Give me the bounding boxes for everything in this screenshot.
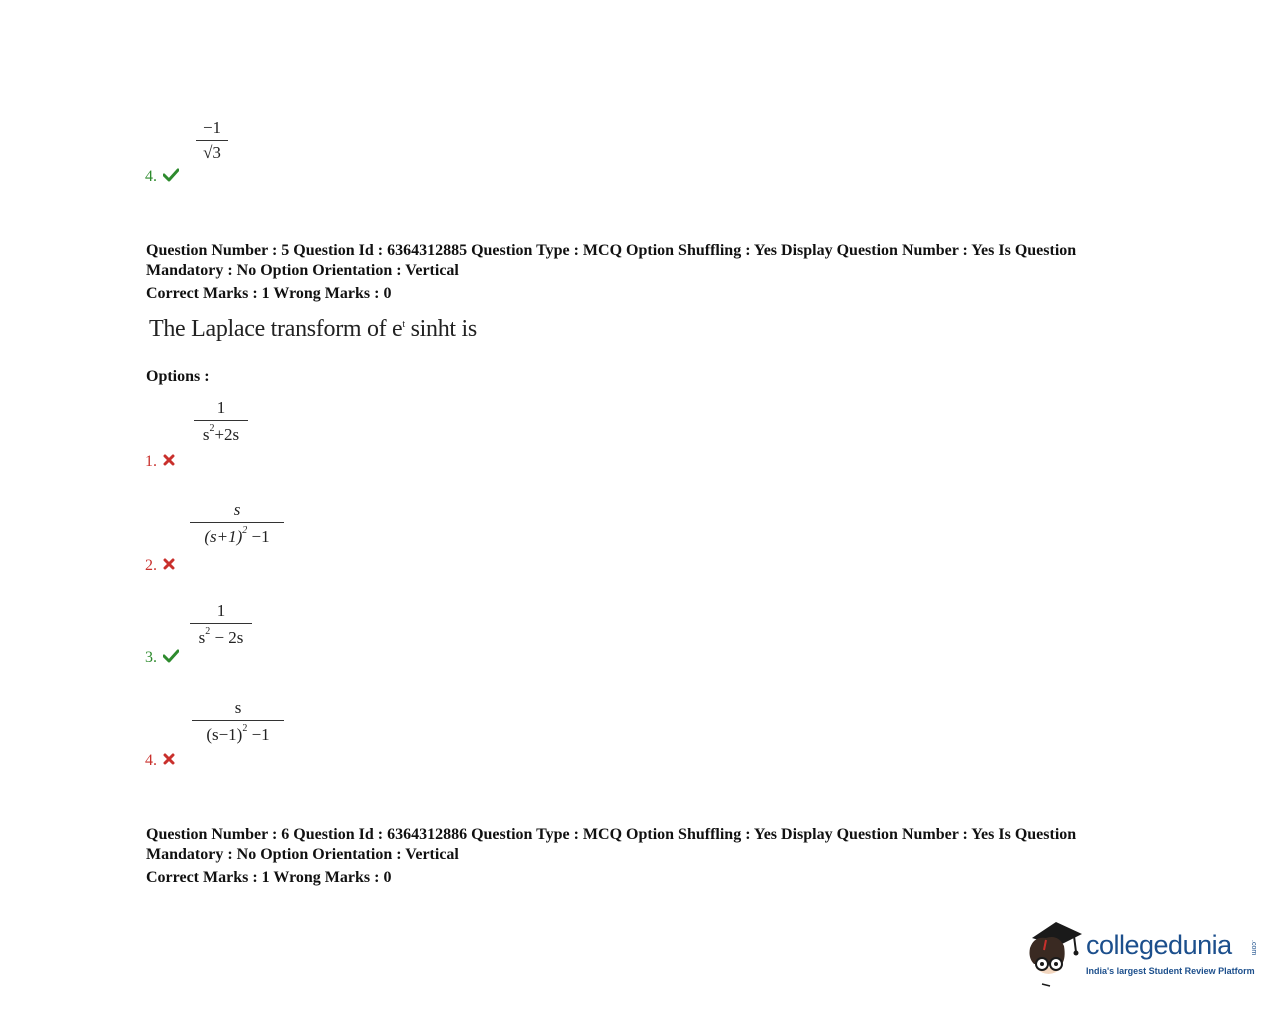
logo-wordmark: collegedunia (1086, 930, 1232, 960)
fraction-numerator: 1 (216, 601, 226, 620)
q6-marks: Correct Marks : 1 Wrong Marks : 0 (146, 869, 392, 886)
option-number: 4. (145, 752, 157, 769)
check-icon (163, 649, 179, 668)
q5-marks: Correct Marks : 1 Wrong Marks : 0 (146, 285, 392, 302)
option-2 (145, 557, 175, 575)
fraction-denominator (190, 624, 252, 648)
fraction-numerator: s (233, 500, 241, 519)
den-base: s (198, 628, 206, 647)
option-4 (145, 752, 175, 770)
question-exponent: t (402, 319, 405, 330)
den-exponent: 2 (242, 723, 248, 734)
cross-icon (163, 557, 175, 575)
option-number: 1. (145, 453, 157, 470)
option-number: 2. (145, 557, 157, 574)
prev-option-4 (145, 168, 179, 187)
fraction-numerator: s (234, 698, 242, 717)
q6-meta (146, 825, 1166, 865)
fraction-numerator: 1 (216, 398, 226, 417)
fraction-denominator: √3 (203, 143, 221, 162)
q5-question-text (149, 316, 477, 343)
fraction-denominator (194, 421, 248, 445)
den-base: s (202, 425, 210, 444)
cross-icon (163, 752, 175, 770)
options-label: Options : (146, 368, 210, 385)
question-suffix: sinht is (404, 316, 477, 342)
option-number: 3. (145, 649, 157, 667)
collegedunia-logo[interactable] (1024, 918, 1264, 988)
option-2-fraction (190, 500, 284, 547)
fraction-numerator: −1 (202, 118, 222, 137)
den-rest: +2s (214, 425, 240, 444)
den-rest: −1 (247, 527, 270, 546)
mascot-icon (1024, 918, 1086, 993)
logo-com: .com (1250, 940, 1257, 956)
den-exponent: 2 (205, 626, 211, 637)
den-exponent: 2 (242, 525, 248, 536)
logo-tagline: India's largest Student Review Platform (1086, 966, 1255, 976)
fraction-denominator (190, 523, 284, 547)
option-1 (145, 453, 175, 471)
den-base: (s+1) (204, 527, 243, 546)
prev-option-4-fraction (196, 118, 228, 163)
question-prefix: The Laplace transform of e (149, 316, 403, 342)
q5-meta-line2: Mandatory : No Option Orientation : Vertical (146, 262, 459, 279)
q6-meta-line1: Question Number : 6 Question Id : 6364312886 Question Type : MCQ Option Shuffling : Yes Display Question Number : Yes Is Question (146, 826, 1077, 843)
option-1-fraction (194, 398, 248, 445)
den-exponent: 2 (209, 423, 215, 434)
den-base: (s−1) (206, 725, 243, 744)
den-rest: −1 (247, 725, 270, 744)
option-3 (145, 649, 179, 668)
cross-icon (163, 453, 175, 471)
check-icon (163, 168, 179, 187)
den-rest: − 2s (210, 628, 244, 647)
option-3-fraction (190, 601, 252, 648)
q6-meta-line2: Mandatory : No Option Orientation : Vertical (146, 846, 459, 863)
option-4-fraction (192, 698, 284, 745)
option-number: 4. (145, 168, 157, 186)
q5-meta (146, 241, 1166, 281)
q5-meta-line1: Question Number : 5 Question Id : 6364312885 Question Type : MCQ Option Shuffling : Yes Display Question Number : Yes Is Question (146, 242, 1077, 259)
fraction-denominator (192, 721, 284, 745)
